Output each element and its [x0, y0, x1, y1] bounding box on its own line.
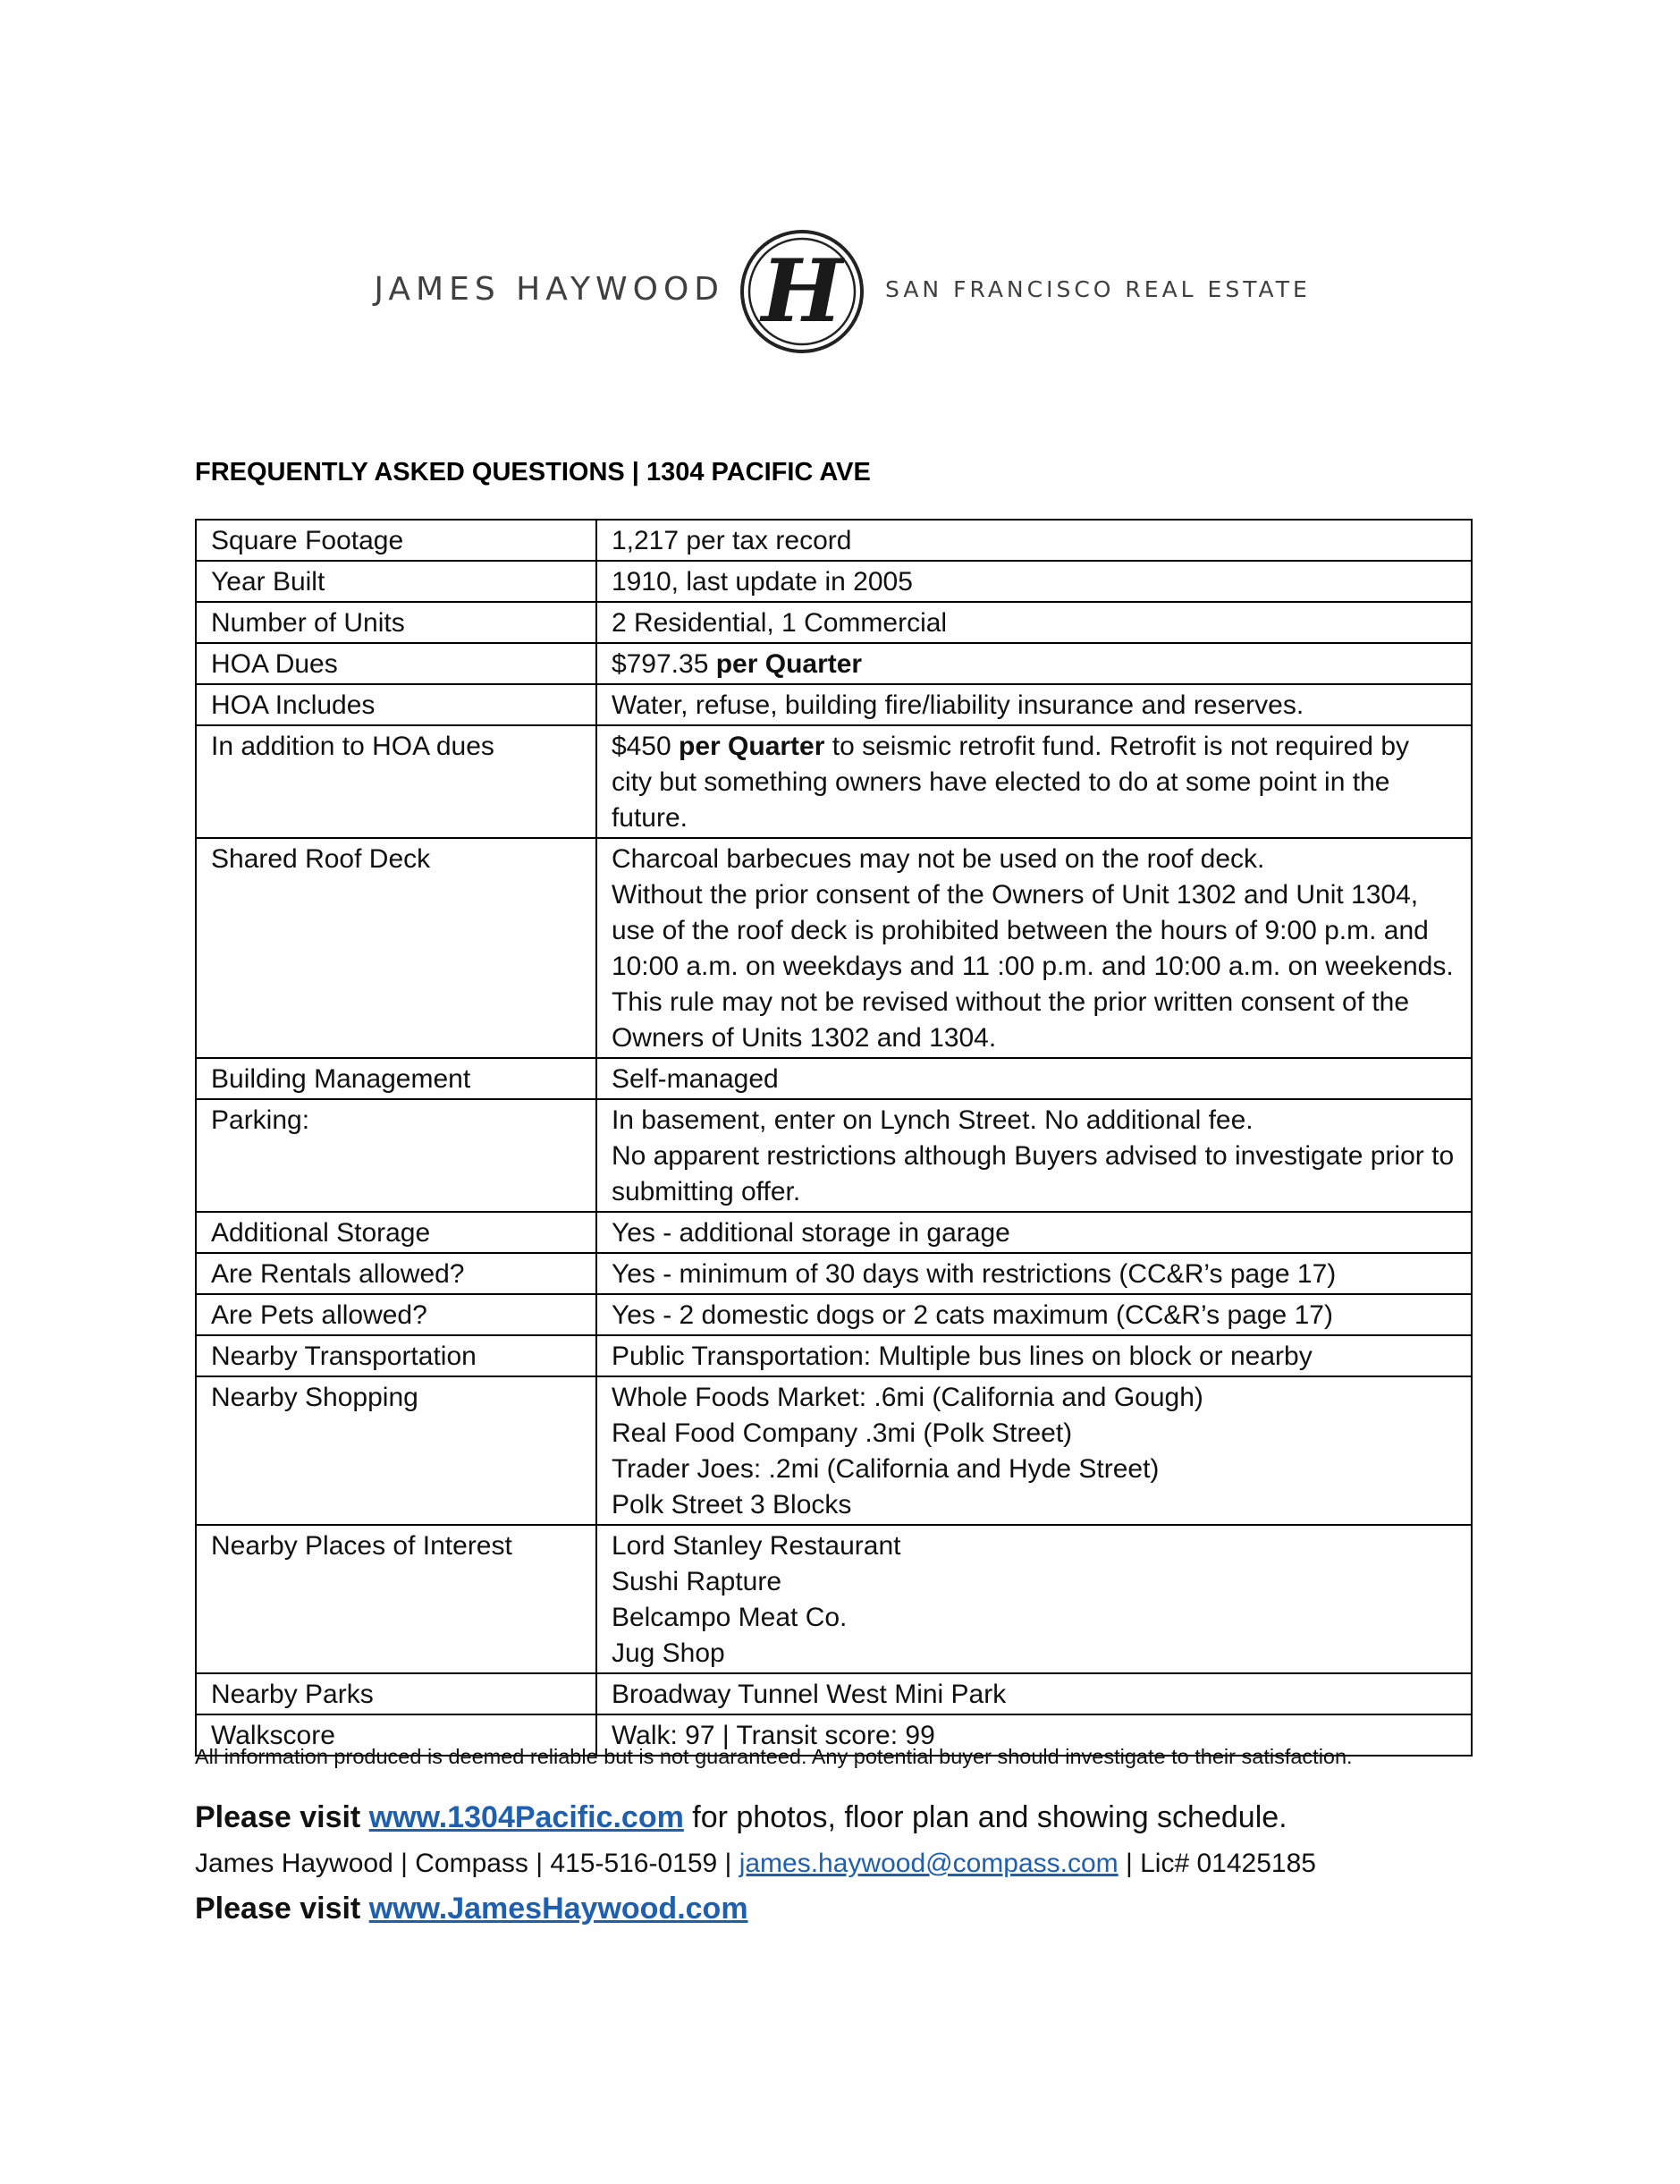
table-row: [196, 1673, 1472, 1714]
answer-cell: [596, 1294, 1472, 1335]
answer-cell: [596, 838, 1472, 1058]
answer-line: Without the prior consent of the Owners of Unit 1302 and Unit 1304, use of the roof deck is prohibited between the hours of 9:00 p.m. and 10:00 a.m. on weekdays and 11 :00 p.m. and 10:00 a.m. on weekends. This rule may not be revised without the prior written consent of the Owners of Units 1302 and 1304.: [611, 880, 1454, 1053]
table-row: [196, 1294, 1472, 1335]
answer-cell: [596, 1335, 1472, 1376]
faq-table-body: [196, 520, 1472, 1756]
table-row: [196, 838, 1472, 1058]
question-cell: HOA Dues: [196, 643, 596, 684]
contact-suffix: | Lic# 01425185: [1118, 1849, 1316, 1878]
visit-prefix: Please visit: [195, 1800, 369, 1834]
answer-line: Polk Street 3 Blocks: [611, 1490, 852, 1519]
answer-line: Yes - 2 domestic dogs or 2 cats maximum (CC&R’s page 17): [611, 1300, 1333, 1330]
table-row: [196, 602, 1472, 643]
answer-line: Jug Shop: [611, 1638, 725, 1668]
answer-cell: [596, 1212, 1472, 1253]
brand-tagline: SAN FRANCISCO REAL ESTATE: [885, 276, 1311, 302]
answer-line: Charcoal barbecues may not be used on the roof deck.: [611, 844, 1265, 874]
question-cell: Are Rentals allowed?: [196, 1253, 596, 1294]
visit-line-2: [195, 1892, 748, 1926]
answer-cell: [596, 1673, 1472, 1714]
table-row: [196, 1253, 1472, 1294]
answer-line: Lord Stanley Restaurant: [611, 1531, 901, 1561]
table-row: [196, 520, 1472, 561]
question-cell: Year Built: [196, 561, 596, 602]
question-cell: Additional Storage: [196, 1212, 596, 1253]
contact-prefix: James Haywood | Compass | 415-516-0159 |: [195, 1849, 739, 1878]
answer-cell: [596, 1253, 1472, 1294]
answer-cell: [596, 725, 1472, 838]
answer-line: Water, refuse, building fire/liability insurance and reserves.: [611, 690, 1304, 720]
brand-name: JAMES HAYWOOD: [374, 271, 724, 308]
letterhead: [0, 228, 1680, 353]
answer-bold: per Quarter: [679, 732, 825, 761]
answer-line: Self-managed: [611, 1064, 779, 1094]
answer-line: Broadway Tunnel West Mini Park: [611, 1680, 1007, 1709]
answer-pre: $797.35: [611, 649, 716, 679]
answer-line: 2 Residential, 1 Commercial: [611, 608, 948, 638]
question-cell: Are Pets allowed?: [196, 1294, 596, 1335]
table-row: [196, 1058, 1472, 1099]
visit-suffix: for photos, floor plan and showing schedule.: [683, 1800, 1287, 1834]
question-cell: Nearby Transportation: [196, 1335, 596, 1376]
question-cell: In addition to HOA dues: [196, 725, 596, 838]
answer-line: Walk: 97 | Transit score: 99: [611, 1721, 935, 1750]
visit2-prefix: Please visit: [195, 1892, 369, 1926]
question-cell: Building Management: [196, 1058, 596, 1099]
answer-bold: per Quarter: [715, 649, 863, 679]
question-cell: HOA Includes: [196, 684, 596, 725]
question-cell: Walkscore: [196, 1714, 596, 1756]
answer-pre: $450: [611, 732, 680, 761]
question-cell: Nearby Parks: [196, 1673, 596, 1714]
answer-cell: [596, 1099, 1472, 1212]
answer-cell: [596, 684, 1472, 725]
answer-line: Sushi Rapture: [611, 1567, 782, 1596]
question-cell: Nearby Places of Interest: [196, 1525, 596, 1673]
disclaimer: All information produced is deemed reliable but is not guaranteed. Any potential buyer should investigate to their satisfaction.: [195, 1745, 1353, 1768]
agent-site-link[interactable]: www.JamesHaywood.com: [368, 1892, 748, 1926]
table-row: [196, 561, 1472, 602]
question-cell: Shared Roof Deck: [196, 838, 596, 1058]
answer-line: 1,217 per tax record: [611, 526, 852, 555]
answer-cell: [596, 1525, 1472, 1673]
answer-line: 1910, last update in 2005: [611, 567, 913, 597]
question-cell: Number of Units: [196, 602, 596, 643]
question-cell: Parking:: [196, 1099, 596, 1212]
email-link[interactable]: james.haywood@compass.com: [739, 1849, 1119, 1878]
answer-post: to seismic retrofit fund. Retrofit is not required by city but something owners have elected to do at some point in the future.: [611, 732, 1410, 833]
page-title: FREQUENTLY ASKED QUESTIONS | 1304 PACIFIC AVE: [195, 458, 871, 487]
answer-line: Public Transportation: Multiple bus lines on block or nearby: [611, 1342, 1313, 1371]
answer-line: No apparent restrictions although Buyers advised to investigate prior to submitting offer.: [611, 1141, 1455, 1206]
listing-site-link[interactable]: www.1304Pacific.com: [368, 1800, 684, 1834]
table-row: [196, 1525, 1472, 1673]
answer-cell: [596, 1376, 1472, 1525]
contact-line: [195, 1849, 1316, 1879]
question-cell: Nearby Shopping: [196, 1376, 596, 1525]
answer-line: Whole Foods Market: .6mi (California and Gough): [611, 1383, 1203, 1412]
table-row: [196, 1335, 1472, 1376]
answer-line: Yes - minimum of 30 days with restrictions (CC&R’s page 17): [611, 1259, 1337, 1289]
answer-cell: [596, 643, 1472, 684]
answer-cell: [596, 1058, 1472, 1099]
h-monogram-logo-icon: [739, 228, 865, 355]
faq-table: [195, 519, 1473, 1757]
answer-line: Yes - additional storage in garage: [611, 1218, 1010, 1248]
answer-cell: [596, 561, 1472, 602]
answer-line: Trader Joes: .2mi (California and Hyde Street): [611, 1454, 1160, 1484]
logo-letter: H: [761, 241, 843, 342]
answer-cell: [596, 602, 1472, 643]
question-cell: Square Footage: [196, 520, 596, 561]
table-row: [196, 725, 1472, 838]
answer-line: Belcampo Meat Co.: [611, 1603, 848, 1632]
visit-line: [195, 1800, 1287, 1835]
table-row: [196, 684, 1472, 725]
table-row: [196, 643, 1472, 684]
answer-cell: [596, 520, 1472, 561]
answer-line: In basement, enter on Lynch Street. No additional fee.: [611, 1105, 1254, 1135]
table-row: [196, 1099, 1472, 1212]
table-row: [196, 1212, 1472, 1253]
table-row: [196, 1376, 1472, 1525]
answer-line: Real Food Company .3mi (Polk Street): [611, 1418, 1073, 1448]
